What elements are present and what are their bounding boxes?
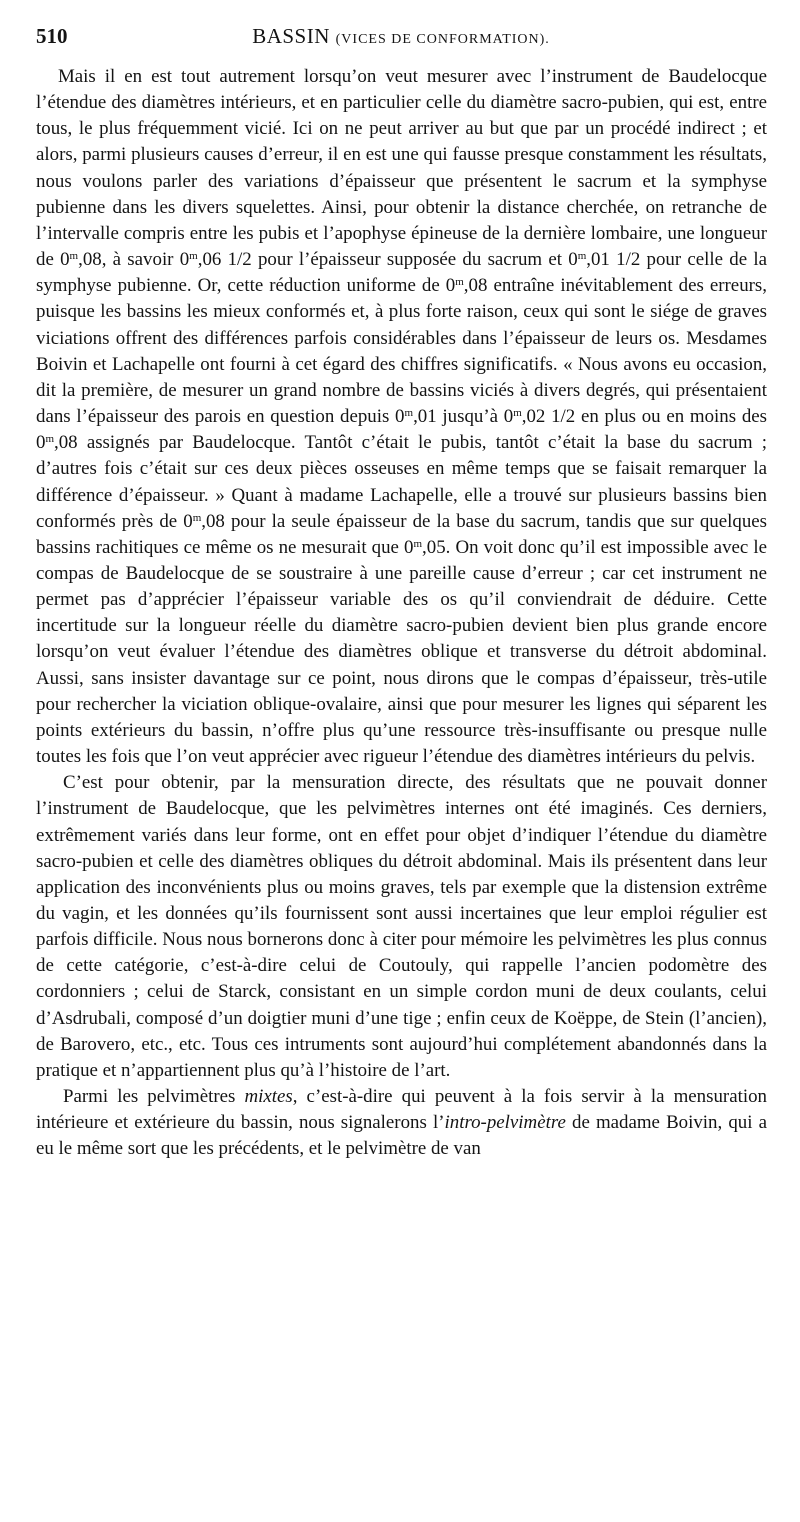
running-header	[36, 24, 766, 58]
unit-superscript: m	[577, 250, 587, 263]
unit-superscript: m	[404, 407, 414, 420]
text-run: Parmi les pelvimètres	[63, 1086, 245, 1108]
text-run: ,01 1/2 pour celle de la symphyse pubienne. Or, cette réduction uniforme de 0	[36, 249, 768, 297]
text-run: ,08 assignés par Baudelocque. Tantôt c’était le pubis, tantôt c’était la base du sacrum ; d’autres fois c’était sur ces deux pièces osseuses en même temps que se faisait remarquer la différence d’épaisseur. » Quant à madame Lachapelle, elle a trouvé sur plusieurs bassins bien conformés près de 0	[36, 432, 767, 532]
text-run: , c’est-à-dire qui peuvent à la fois servir à la mensuration intérieure et extérieure du bassin, nous signalerons l’	[36, 1086, 767, 1134]
text-run: de madame Boivin, qui a eu le même sort que les précédents, et le pelvimètre de van	[36, 1112, 768, 1160]
text-run: ,08, à savoir 0	[78, 249, 190, 271]
body-text	[36, 64, 767, 1163]
text-run: ,05. On voit donc qu’il est impossible avec le compas de Baudelocque de se soustraire à une pareille cause d’erreur ; car cet instrument ne permet pas d’apprécier l’épaisseur variable des os qu’il conviendrait de déduire. Cette incertitude sur la longueur réelle du diamètre sacro-pubien devient bien plus grande encore lorsqu’on veut évaluer l’étendue des diamètres oblique et transverse du détroit abdominal. Aussi, sans insister davantage sur ce point, nous dirons que le compas d’épaisseur, très-utile pour rechercher la viciation oblique-ovalaire, ainsi que pour mesurer les lignes qui séparent les points extérieurs du bassin, n’offre plus qu’une ressource très-insuffisante ou presque nulle toutes les fois que l’on veut apprécier avec rigueur l’étendue des diamètres intérieurs du pelvis.	[36, 536, 767, 768]
italic-term: mixtes	[244, 1086, 293, 1108]
running-title-sub: (VICES DE CONFORMATION).	[335, 32, 550, 47]
paragraph-3	[36, 1084, 767, 1162]
italic-term: intro-pelvimètre	[444, 1112, 566, 1134]
paragraph-1	[36, 64, 767, 770]
unit-superscript: m	[69, 250, 79, 263]
text-run: ,06 1/2 pour l’épaisseur supposée du sacrum et 0	[197, 249, 578, 271]
text-run: ,08 pour la seule épaisseur de la base du sacrum, tandis que sur quelques bassins rachitiques ce même os ne mesurait que 0	[36, 510, 767, 558]
text-run: C’est pour obtenir, par la mensuration directe, des résultats que ne pouvait donner l’instrument de Baudelocque, que les pelvimètres internes ont été imaginés. Ces derniers, extrêmement variés dans leur forme, ont en effet pour objet d’indiquer l’étendue du diamètre sacro-pubien et celle des diamètres obliques du détroit abdominal. Mais ils présentent dans leur application des inconvénients plus ou moins graves, tels par exemple que la distension extrême du vagin, et les données qu’ils fournissent sont aussi incertaines que leur emploi régulier est parfois difficile. Nous nous bornerons donc à citer pour mémoire les pelvimètres les plus connus de cette catégorie, c’est-à-dire celui de Coutouly, qui rappelle l’ancien podomètre des cordonniers ; celui de Starck, consistant en un simple cordon muni de deux coulants, celui d’Asdrubali, composé d’un doigtier muni d’une tige ; enfin ceux de Koëppe, de Stein (l’ancien), de Barovero, etc., etc. Tous ces intruments sont aujourd’hui complétement abandonnés dans la pratique et n’appartiennent plus qu’à l’histoire de l’art.	[36, 772, 767, 1081]
text-run: ,02 1/2 en plus ou en moins des 0	[36, 406, 767, 454]
unit-superscript: m	[413, 537, 423, 550]
text-run: ,08 entraîne inévitablement des erreurs, puisque les bassins les mieux conformés et, à plus forte raison, ceux qui sont le siége de graves viciations offrent des différences parfois considérables dans l’épaisseur de leurs os. Mesdames Boivin et Lachapelle ont fourni à cet égard des chiffres significatifs. « Nous avons eu occasion, dit la première, de mesurer un grand nombre de bassins viciés à divers degrés, qui présentaient dans l’épaisseur des parois en question depuis 0	[36, 275, 768, 428]
running-title-main: BASSIN	[252, 24, 330, 48]
unit-superscript: m	[513, 407, 522, 420]
text-run: ,01 jusqu’à 0	[413, 406, 514, 428]
paragraph-2	[36, 770, 767, 1084]
unit-superscript: m	[455, 276, 464, 289]
page-number: 510	[36, 24, 68, 48]
running-title	[36, 24, 766, 49]
unit-superscript: m	[192, 511, 202, 524]
unit-superscript: m	[189, 250, 198, 263]
text-run: Mais il en est tout autrement lorsqu’on veut mesurer avec l’instrument de Baudelocque l’étendue des diamètres intérieurs, et en particulier celle du diamètre sacro-pubien, qui est, entre tous, le plus fréquemment vicié. Ici on ne peut arriver au but que par un procédé indirect ; et alors, parmi plusieurs causes d’erreur, il en est une qui fausse presque constamment les résultats, nous voulons parler des variations d’épaisseur que présentent le sacrum et la symphyse pubienne dans les divers squelettes. Ainsi, pour obtenir la distance cherchée, on retranche de l’intervalle compris entre les pubis et l’apophyse épineuse de la dernière lombaire, une longueur de 0	[36, 66, 767, 271]
unit-superscript: m	[45, 433, 55, 446]
